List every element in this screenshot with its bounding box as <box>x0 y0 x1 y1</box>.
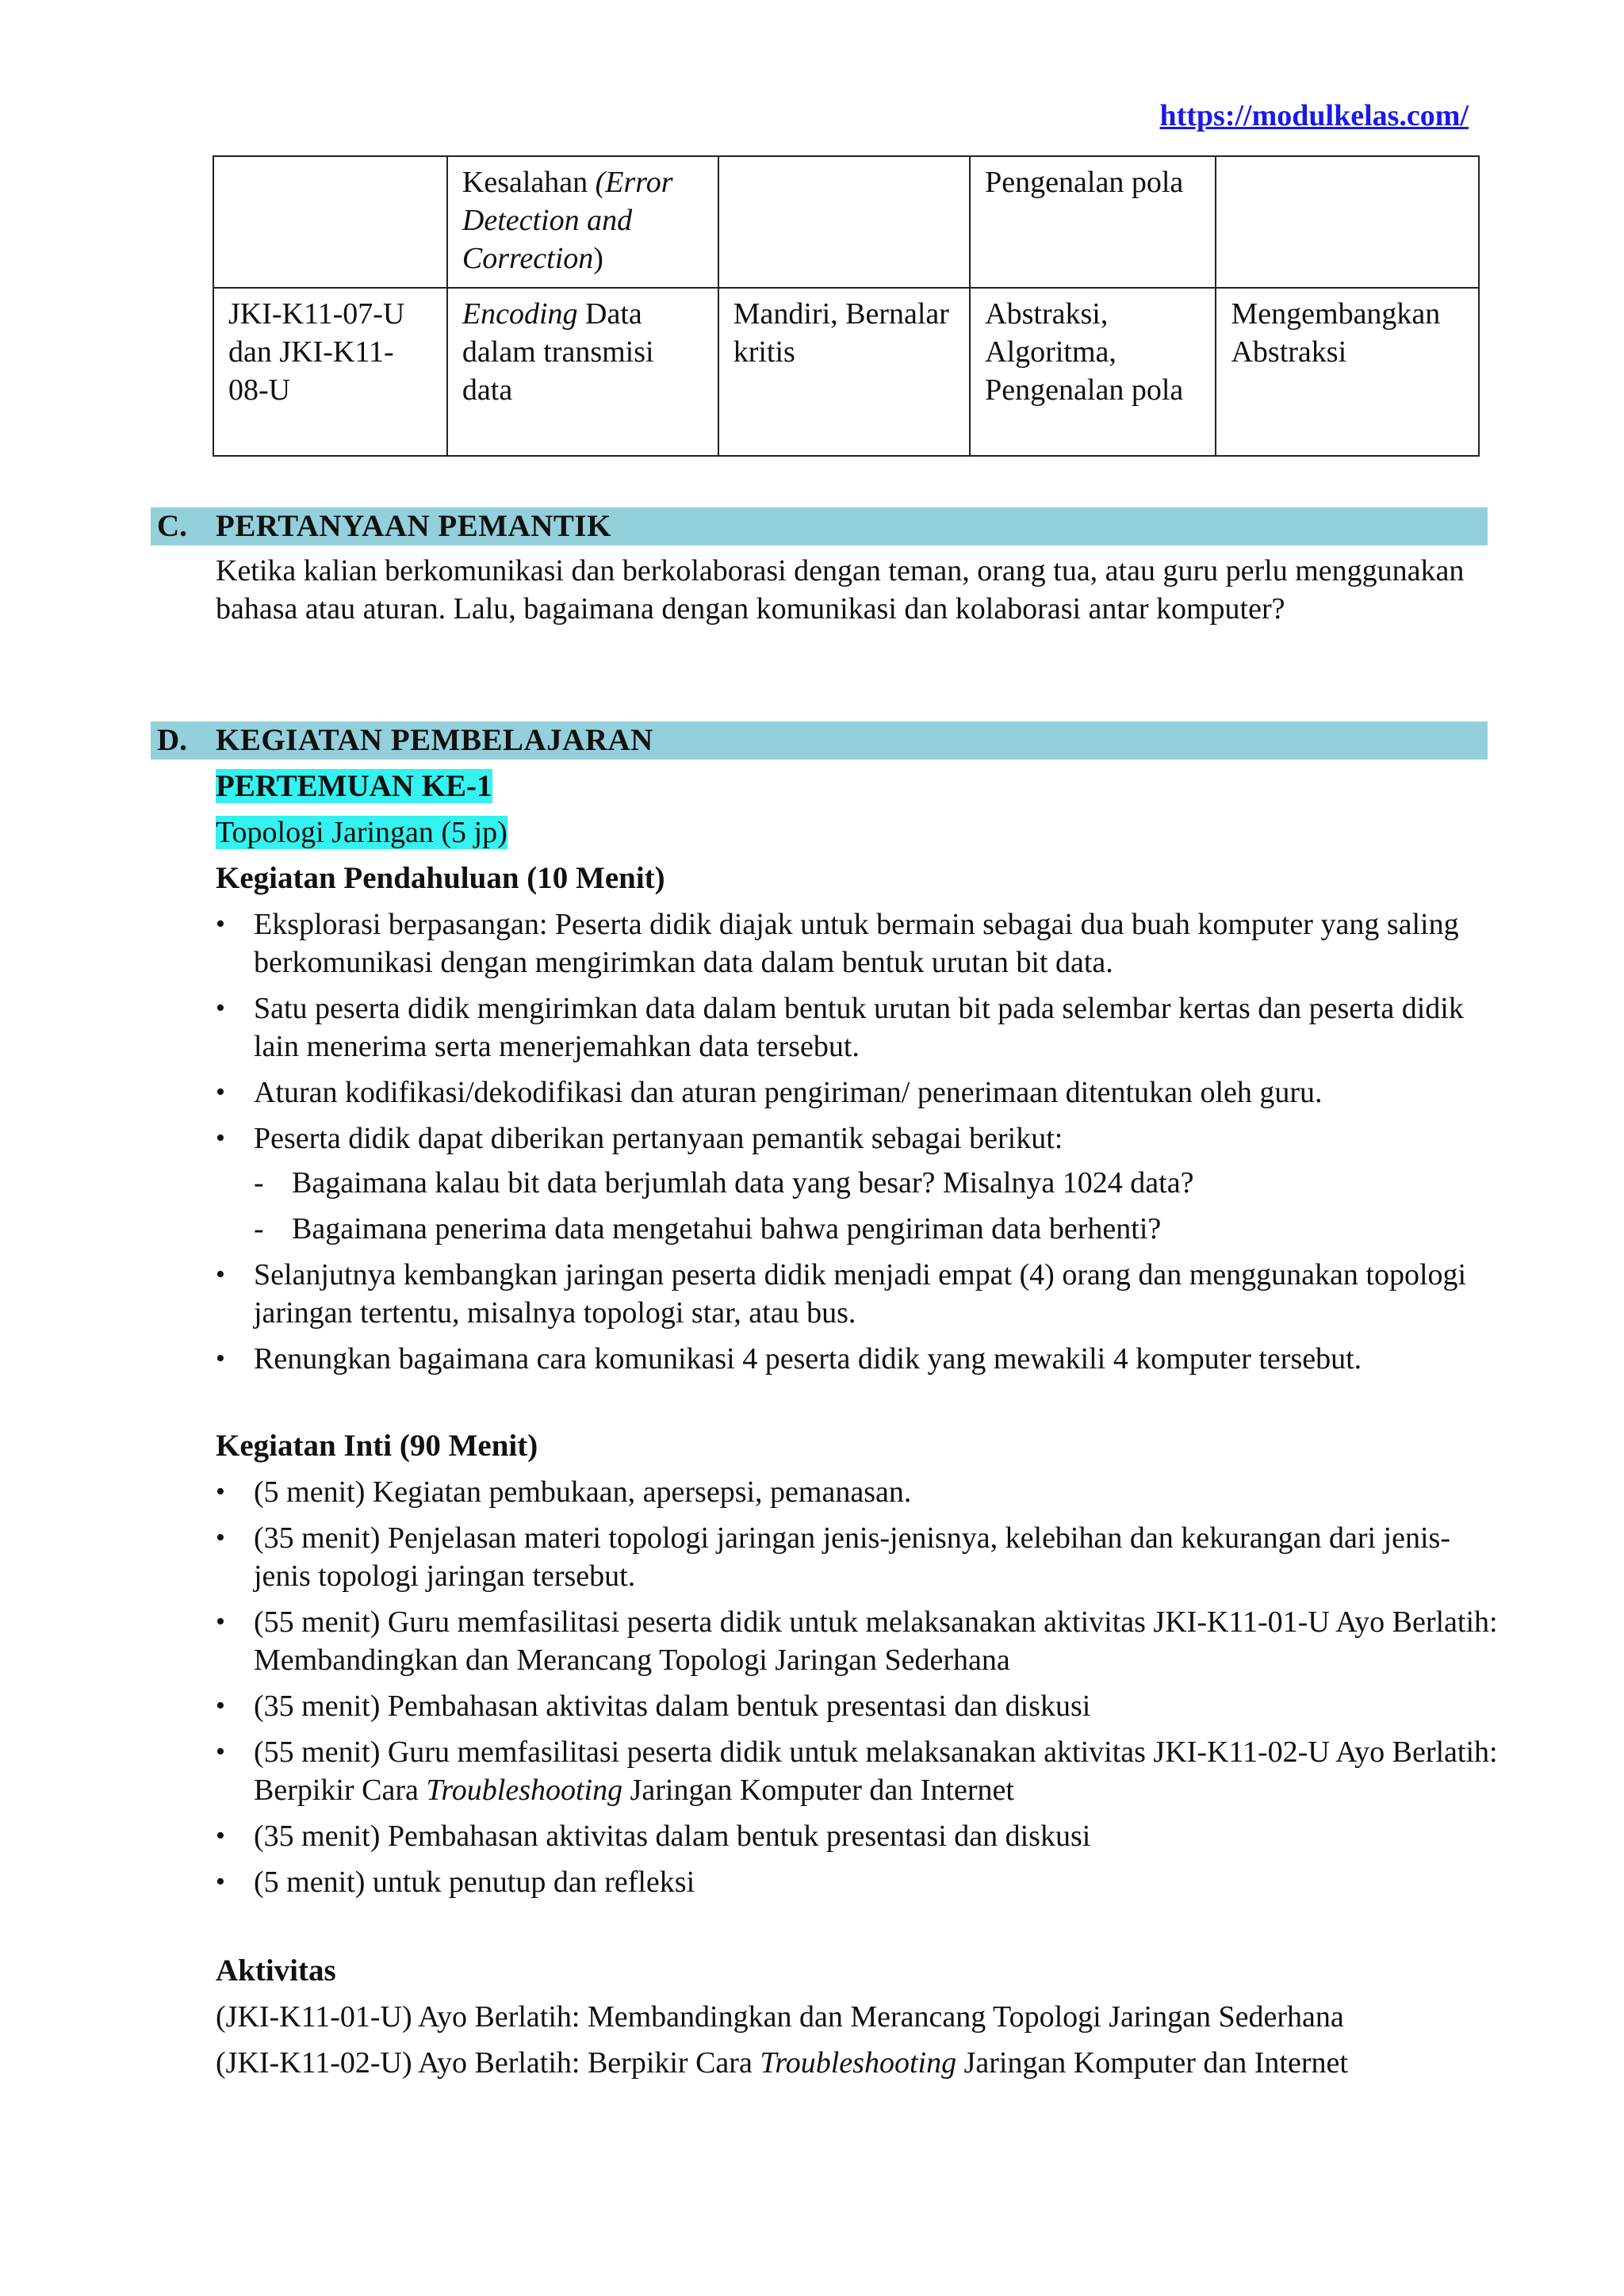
core-list <box>216 1473 1500 1909</box>
cell-text: Mengembangkan Abstraksi <box>1231 297 1441 369</box>
list-item: - Bagaimana penerima data mengetahui bahwa pengiriman data berhenti? <box>216 1210 1500 1248</box>
cell-text: Mandiri, Bernalar kritis <box>733 297 949 369</box>
cell-text-italic: Encoding <box>462 297 578 331</box>
list-item: • Renungkan bagaimana cara komunikasi 4 peserta didik yang mewakili 4 komputer tersebut. <box>216 1340 1500 1378</box>
table-cell <box>970 156 1216 288</box>
list-text: (55 menit) Guru memfasilitasi peserta didik untuk melaksanakan aktivitas JKI-K11-02-U Ayo Berlatih: Berpikir Cara <box>254 1735 1498 1807</box>
cell-text-italic: (Error Detection and Correction <box>462 166 673 275</box>
list-item: • (55 menit) Guru memfasilitasi peserta didik untuk melaksanakan aktivitas JKI-K11-01-U Ayo Berlatih: Membandingkan dan Merancang Topologi Jaringan Sederhana <box>216 1603 1500 1679</box>
activities-heading: Aktivitas <box>216 1954 336 1988</box>
section-letter: C. <box>157 509 187 543</box>
table-cell <box>718 156 970 288</box>
cell-text: Pengenalan pola <box>985 166 1184 199</box>
topic-label: Topologi Jaringan (5 jp) <box>216 816 508 849</box>
activity-text: (JKI-K11-02-U) Ayo Berlatih: Berpikir Cara <box>216 2046 760 2080</box>
list-item: • Selanjutnya kembangkan jaringan peserta didik menjadi empat (4) orang dan menggunakan topologi jaringan tertentu, misalnya topologi star, atau bus. <box>216 1256 1500 1332</box>
section-c-text: Ketika kalian berkomunikasi dan berkolaborasi dengan teman, orang tua, atau guru perlu menggunakan bahasa atau aturan. Lalu, bagaimana dengan komunikasi dan kolaborasi antar komputer? <box>216 554 1465 626</box>
cell-text: ) <box>593 242 603 275</box>
list-item: • Aturan kodifikasi/dekodifikasi dan aturan pengiriman/ penerimaan ditentukan oleh guru. <box>216 1073 1500 1112</box>
core-heading: Kegiatan Inti (90 Menit) <box>216 1429 538 1463</box>
section-title: KEGIATAN PEMBELAJARAN <box>216 723 653 757</box>
list-item: • (35 menit) Penjelasan materi topologi jaringan jenis-jenisnya, kelebihan dan kekurangan dari jenis-jenis topologi jaringan tersebut. <box>216 1519 1500 1595</box>
cell-text: Abstraksi, Algoritma, Pengenalan pola <box>985 297 1184 407</box>
topic-label-wrap <box>216 813 1484 851</box>
table-row <box>213 156 1479 288</box>
table-cell <box>447 288 718 456</box>
header-url-link[interactable]: https://modulkelas.com/ <box>1159 99 1469 132</box>
section-d-heading <box>151 721 1488 760</box>
activity-line-2 <box>216 2044 1348 2082</box>
table-cell <box>970 288 1216 456</box>
intro-sublist <box>216 1164 1500 1256</box>
activity-text-italic: Troubleshooting <box>760 2046 957 2080</box>
meeting-label: PERTEMUAN KE-1 <box>216 769 492 803</box>
activity-text: Jaringan Komputer dan Internet <box>956 2046 1348 2080</box>
intro-list-2 <box>216 1256 1500 1386</box>
list-text-italic: Troubleshooting <box>426 1774 623 1807</box>
list-item: • Satu peserta didik mengirimkan data dalam bentuk urutan bit pada selembar kertas dan peserta didik lain menerima serta menerjemahkan data tersebut. <box>216 989 1500 1066</box>
cell-text: JKI-K11-07-U dan JKI-K11-08-U <box>228 297 405 407</box>
intro-list <box>216 905 1500 1165</box>
table-cell <box>213 156 447 288</box>
table-cell <box>1216 288 1479 456</box>
table-cell <box>718 288 970 456</box>
meeting-label-wrap <box>216 767 1484 806</box>
table-cell <box>213 288 447 456</box>
section-c-heading <box>151 507 1488 545</box>
section-letter: D. <box>157 723 187 757</box>
list-item: • Peserta didik dapat diberikan pertanyaan pemantik sebagai berikut: <box>216 1119 1500 1158</box>
table-cell <box>447 156 718 288</box>
list-text: Jaringan Komputer dan Internet <box>622 1774 1014 1807</box>
cell-text: Kesalahan <box>462 166 596 199</box>
competency-table <box>213 155 1480 457</box>
list-item: • (5 menit) untuk penutup dan refleksi <box>216 1863 1500 1901</box>
list-item: • (35 menit) Pembahasan aktivitas dalam bentuk presentasi dan diskusi <box>216 1817 1500 1855</box>
list-item: • Eksplorasi berpasangan: Peserta didik diajak untuk bermain sebagai dua buah komputer yang saling berkomunikasi dengan mengirimkan data dalam bentuk urutan bit data. <box>216 905 1500 982</box>
list-item: • (5 menit) Kegiatan pembukaan, apersepsi, pemanasan. <box>216 1473 1500 1511</box>
list-item: • (35 menit) Pembahasan aktivitas dalam bentuk presentasi dan diskusi <box>216 1687 1500 1725</box>
cell-text: Data dalam transmisi data <box>462 297 654 407</box>
list-item <box>216 1733 1500 1809</box>
section-title: PERTANYAAN PEMANTIK <box>216 509 611 543</box>
list-item: - Bagaimana kalau bit data berjumlah data yang besar? Misalnya 1024 data? <box>216 1164 1500 1202</box>
table-cell <box>1216 156 1479 288</box>
table-row <box>213 288 1479 456</box>
activity-line-1: (JKI-K11-01-U) Ayo Berlatih: Membandingkan dan Merancang Topologi Jaringan Sederhana <box>216 2000 1344 2034</box>
intro-heading: Kegiatan Pendahuluan (10 Menit) <box>216 861 665 895</box>
